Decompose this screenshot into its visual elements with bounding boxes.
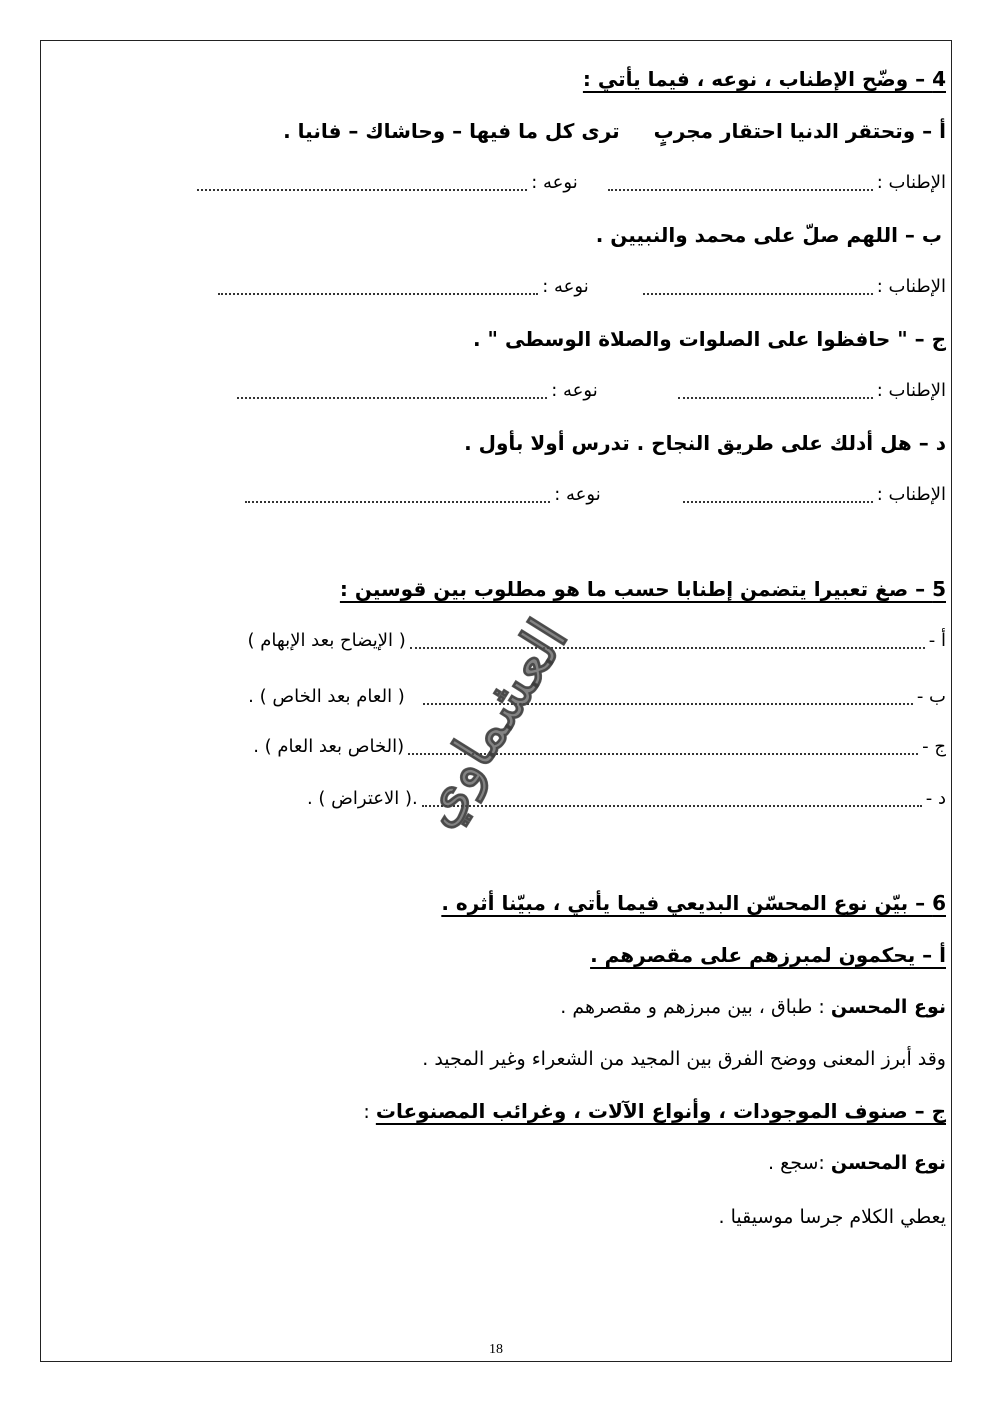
itnab-label: الإطناب : bbox=[876, 172, 946, 193]
device-type-value: : طباق ، بين مبرزهم و مقصرهم . bbox=[560, 996, 831, 1018]
itnab-blank[interactable] bbox=[678, 383, 873, 399]
device-type-value: :سجع . bbox=[768, 1152, 831, 1174]
q5-title: 5 – صغ تعبيرا يتضمن إطنابا حسب ما هو مطلوب بين قوسين : bbox=[339, 577, 946, 601]
device-type-label: نوع المحسن bbox=[830, 1152, 946, 1174]
itnab-blank[interactable] bbox=[608, 175, 873, 191]
page-number: 18 bbox=[489, 1342, 503, 1357]
q5-item-letter: ج - bbox=[922, 736, 946, 757]
itnab-blank[interactable] bbox=[683, 487, 873, 503]
q4-answer-row-d bbox=[241, 482, 946, 508]
q5-item-hint: ( العام بعد الخاص ) . bbox=[248, 686, 405, 707]
q6-item-c-title bbox=[363, 1098, 946, 1125]
q6-item-a-title: أ – يحكمون لمبرزهم على مقصرهم . bbox=[590, 943, 946, 967]
q4-answer-row-a bbox=[193, 170, 946, 196]
q4-answer-row-c bbox=[233, 378, 946, 404]
q4-item-a-hemistich-2: ترى كل ما فيها – وحاشاك – فانيا . bbox=[283, 119, 620, 143]
q6-item-a-effect: وقد أبرز المعنى ووضح الفرق بين المجيد من الشعراء وغير المجيد . bbox=[422, 1048, 946, 1070]
q5-item-letter: أ - bbox=[928, 630, 946, 651]
q5-item-letter: ب - bbox=[916, 686, 946, 707]
q5-item-hint: (الخاص بعد العام ) . bbox=[253, 736, 405, 757]
q4-item-d: د – هل أدلك على طريق النجاح . تدرس أولا بأول . bbox=[464, 431, 946, 455]
itnab-blank[interactable] bbox=[643, 279, 873, 295]
device-type-label: نوع المحسن bbox=[830, 996, 946, 1018]
type-blank[interactable] bbox=[245, 487, 550, 503]
q5-item-a bbox=[248, 628, 946, 654]
q4-title: 4 – وضّح الإطناب ، نوعه ، فيما يأتي : bbox=[582, 67, 946, 91]
type-label: نوعه : bbox=[554, 484, 601, 505]
q6-item-a-type bbox=[560, 994, 946, 1020]
type-blank[interactable] bbox=[237, 383, 547, 399]
q4-item-a-prefix: أ – bbox=[915, 119, 946, 143]
answer-blank[interactable] bbox=[410, 633, 925, 649]
type-label: نوعه : bbox=[542, 276, 589, 297]
q4-item-b: ب – اللهم صلّ على محمد والنبيين . bbox=[595, 223, 942, 247]
q5-item-hint: .( الاعتراض ) . bbox=[306, 788, 418, 809]
type-label: نوعه : bbox=[551, 380, 598, 401]
q5-item-b bbox=[248, 684, 946, 710]
itnab-label: الإطناب : bbox=[876, 380, 946, 401]
q4-item-a bbox=[283, 118, 946, 144]
q4-item-a-hemistich-1: وتحتقر الدنيا احتقار مجربٍ bbox=[653, 119, 916, 143]
itnab-label: الإطناب : bbox=[876, 276, 946, 297]
type-blank[interactable] bbox=[218, 279, 538, 295]
q4-item-c: ج – " حافظوا على الصلوات والصلاة الوسطى " . bbox=[473, 327, 946, 351]
q4-answer-row-b bbox=[214, 274, 946, 300]
q6-item-c-effect: يعطي الكلام جرسا موسيقيا . bbox=[718, 1206, 946, 1228]
q6-title: 6 – بيّن نوع المحسّن البديعي فيما يأتي ، مبيّنا أثره . bbox=[441, 891, 946, 915]
q6-item-c-title-colon: : bbox=[363, 1101, 376, 1123]
q5-item-letter: د - bbox=[925, 788, 946, 809]
type-blank[interactable] bbox=[197, 175, 527, 191]
q5-item-c bbox=[253, 734, 946, 760]
author-watermark: العشماوي bbox=[403, 608, 581, 838]
answer-blank[interactable] bbox=[422, 791, 922, 807]
q6-item-c-title-text: ج – صنوف الموجودات ، وأنواع الآلات ، وغرائب المصنوعات bbox=[375, 1099, 946, 1123]
q6-item-c-type bbox=[768, 1150, 946, 1176]
type-label: نوعه : bbox=[531, 172, 578, 193]
itnab-label: الإطناب : bbox=[876, 484, 946, 505]
q5-item-hint: ( الإيضاح بعد الإبهام ) bbox=[247, 630, 406, 651]
